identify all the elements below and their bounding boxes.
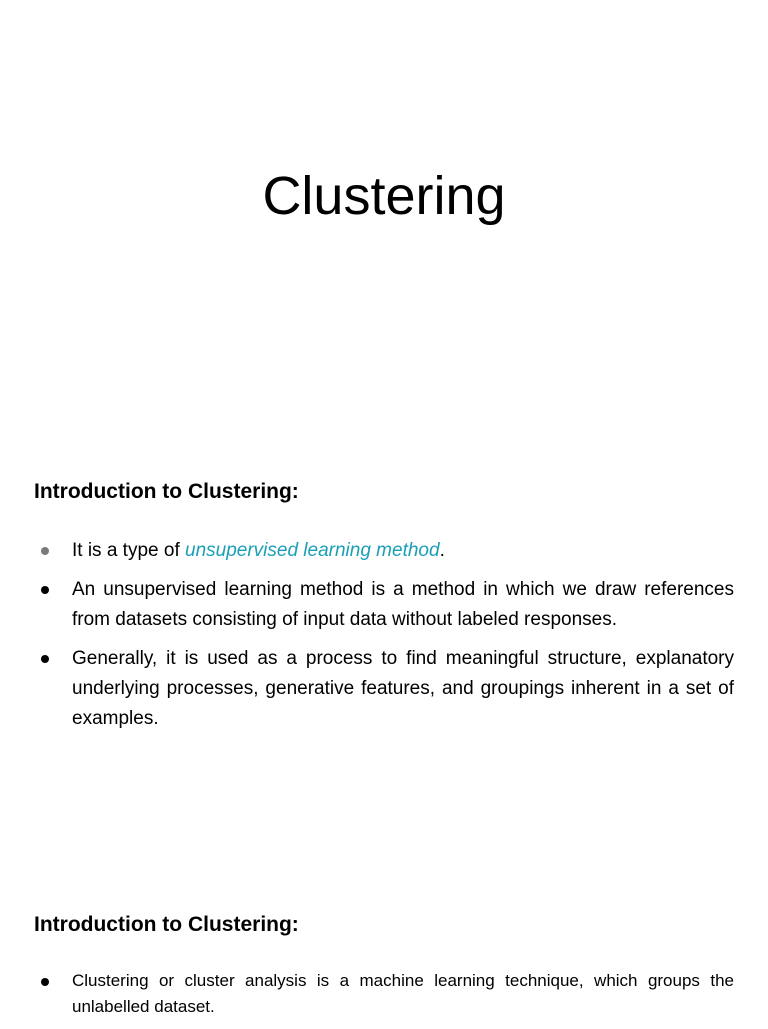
bullet-text: Generally, it is used as a process to find meaningful structure, explanatory underlying processes, generative features, and groupings inherent in a set of examples. (72, 648, 734, 729)
section-heading-intro: Introduction to Clustering: (34, 480, 299, 503)
bullet-dot-icon (41, 586, 49, 594)
intro-bullet-list (0, 536, 768, 743)
bullet-text-suffix: . (439, 540, 445, 561)
bullet-text: Clustering or cluster analysis is a machine learning technique, which groups the unlabelled dataset. (72, 971, 734, 1016)
bullet-dot-icon (41, 978, 49, 986)
intro-bullet-list-2 (0, 968, 768, 1029)
unsupervised-learning-highlight: unsupervised learning method (185, 540, 440, 561)
section-heading-intro-2: Introduction to Clustering: (34, 913, 299, 936)
slide-title: Clustering (262, 166, 506, 226)
bullet-clustering-usage (0, 644, 768, 734)
bullet-dot-icon (41, 547, 49, 555)
bullet-text: An unsupervised learning method is a method in which we draw references from datasets consisting of input data without labeled responses. (72, 579, 734, 630)
bullet-text-prefix: It is a type of (72, 540, 185, 561)
bullet-cluster-analysis (0, 968, 768, 1020)
bullet-unsupervised-definition (0, 575, 768, 635)
bullet-unsupervised-type (0, 536, 768, 566)
bullet-dot-icon (41, 655, 49, 663)
